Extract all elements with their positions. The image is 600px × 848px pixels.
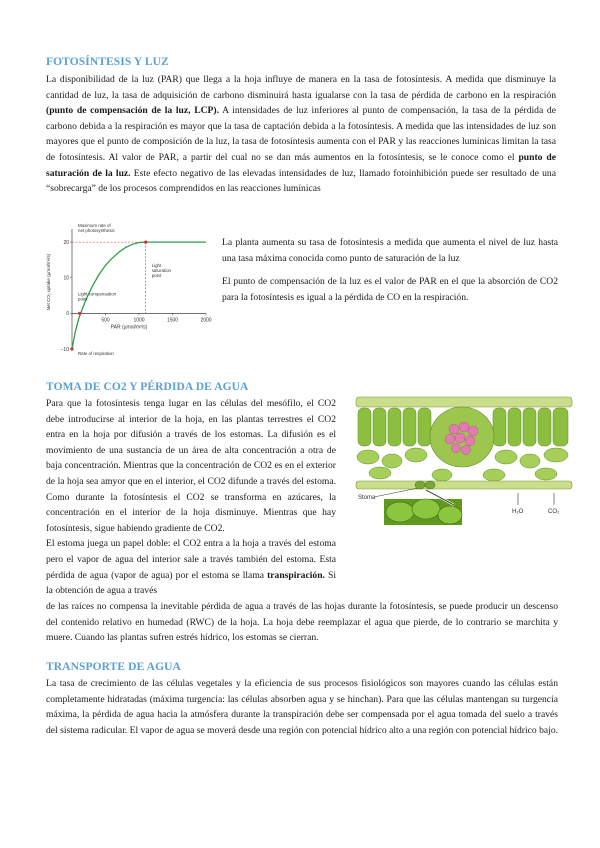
annotation-respiration: Rate of respiration	[78, 351, 114, 356]
y-axis-label: Net CO₂ uptake (µmol/m²/s)	[46, 253, 51, 311]
lower-epidermis	[356, 481, 572, 489]
y-tick-label: −10	[60, 346, 69, 353]
saturation-explanation: La planta aumenta su tasa de fotosíntesis a medida que aumenta el nivel de luz hasta una tasa máxima conocida como punto de saturación de la luz	[222, 237, 558, 264]
annotation-saturation: Light saturation point	[151, 263, 171, 279]
section-title-transporte-agua: TRANSPORTE DE AGUA	[46, 661, 181, 673]
term-lcp: (punto de compensación de la luz, LCP).	[46, 105, 220, 117]
x-tick-label: 500	[101, 317, 110, 324]
upper-epidermis	[356, 397, 572, 407]
compensation-explanation: El punto de compensación de la luz es el valor de PAR en el que la absorción de CO2 para la fotosíntesis es igual a la pérdida de CO en la respiración.	[222, 276, 558, 303]
leaf-cross-section-figure	[354, 395, 574, 525]
term-transpiracion: transpiración.	[267, 569, 325, 581]
paragraph-transpiracion: de las raíces no compensa la inevitable pérdida de agua a través de las hojas durante la fotosíntesis, se puede producir un descenso del contenido relativo en humedad (RWC) de la hoja. La hoja debe reemplazar el agua que pierde, de lo contrario se marchita y muere. Cuando las plantas sufren estrés hídrico, los estomas se cierran.	[46, 601, 558, 644]
paragraph-fotosintesis-luz: La disponibilidad de la luz (PAR) que llega a la hoja influye de manera en la tasa de fotosíntesis. A medida que disminuye la cantidad de luz, la tasa de adquisición de carbono disminuirá hasta igualarse con la tasa de pérdida de carbono en la respiración (punto de compensación de la luz, LCP). A intensidades de luz inferiores al punto de compensación, la tasa de la pérdida de carbono debida a la respiración es mayor que la tasa de captación debida a la fotosíntesis. A medida que las intensidades de luz son mayores que el punto de composición de la luz, la tasa de fotosíntesis aumenta con el PAR y las reacciones lumínicas limitan la tasa de fotosíntesis. Al valor de PAR, a partir del cual no se dan más aumentos en la fotosíntesis, se le conoce como el punto de saturación de la luz. Este efecto negativo de las elevadas intensidades de luz, llamado fotoinhibición puede ser resultado de una “sobrecarga” de los procesos comprendidos en las reacciones lumínicas	[46, 74, 556, 195]
y-tick-label: 0	[66, 311, 69, 318]
annotation-compensation: Light compensation point	[78, 291, 117, 302]
compensation-point	[78, 312, 81, 315]
x-tick-label: 1500	[166, 317, 179, 324]
h2o-label: H₂O	[512, 509, 524, 515]
section-title-fotosintesis-luz: FOTOSÍNTESIS Y LUZ	[46, 56, 169, 68]
x-axis-label: PAR (µmol/m²/s)	[110, 324, 148, 331]
x-tick-label: 2000	[200, 317, 212, 324]
co2-label: CO₂	[548, 509, 560, 515]
y-tick-label: 10	[63, 275, 69, 282]
y-tick-label: 20	[63, 239, 69, 246]
paragraph-co2-difusion: Para que la fotosíntesis tenga lugar en las células del mesófilo, el CO2 debe introducirse al interior de la hoja, en las plantas terrestres el CO2 entra en la hoja por difusión a través de los estomas. La difusión es el movimiento de una sustancia de un área de alta concentración a otra de baja concentración. Mientras que la concentración de CO2 es en el exterior de la hoja sea amyor que en el interior, el CO2 difunde a través del estoma. Como durante la fotosíntesis el CO2 se transforma en azúcares, la concentración en el interior de la hoja disminuye. Mientras que hay fotosíntesis, sigue habiendo gradiente de CO2. El estoma juega un papel doble: el CO2 entra a la hoja a través del estoma pero el vapor de agua del interior sale a través también del estoma. Esta pérdida de agua (vapor de agua) por el estoma se llama transpiración. Si la obtención de agua a través	[46, 398, 336, 597]
saturation-point	[144, 241, 147, 244]
annotation-max-rate: Maximum rate of net photosynthesis	[78, 223, 115, 233]
paragraph-transporte-agua: La tasa de crecimiento de las células vegetales y la eficiencia de sus procesos fisiológicos son mayores cuando las células están completamente hidratadas (máxima turgencia: las células absorben agua y se hinchan). Para que las células mantengan su turgencia máxima, la pérdida de agua hacia la atmósfera durante la transpiración debe ser compensada por el agua tomada del suelo a través del sistema radicular. El vapor de agua se moverá desde una región con potencial hídrico alto a una región con potencial hídrico bajo.	[46, 678, 559, 736]
section-title-toma-co2: TOMA DE CO2 Y PÉRDIDA DE AGUA	[46, 381, 249, 393]
respiration-point	[70, 347, 73, 350]
term-saturacion: punto de saturación de la luz.	[46, 151, 556, 179]
light-response-chart	[40, 215, 218, 365]
stoma-label: Stoma	[358, 495, 376, 501]
x-tick-label: 1000	[133, 317, 145, 324]
chart-explanation	[222, 235, 558, 313]
